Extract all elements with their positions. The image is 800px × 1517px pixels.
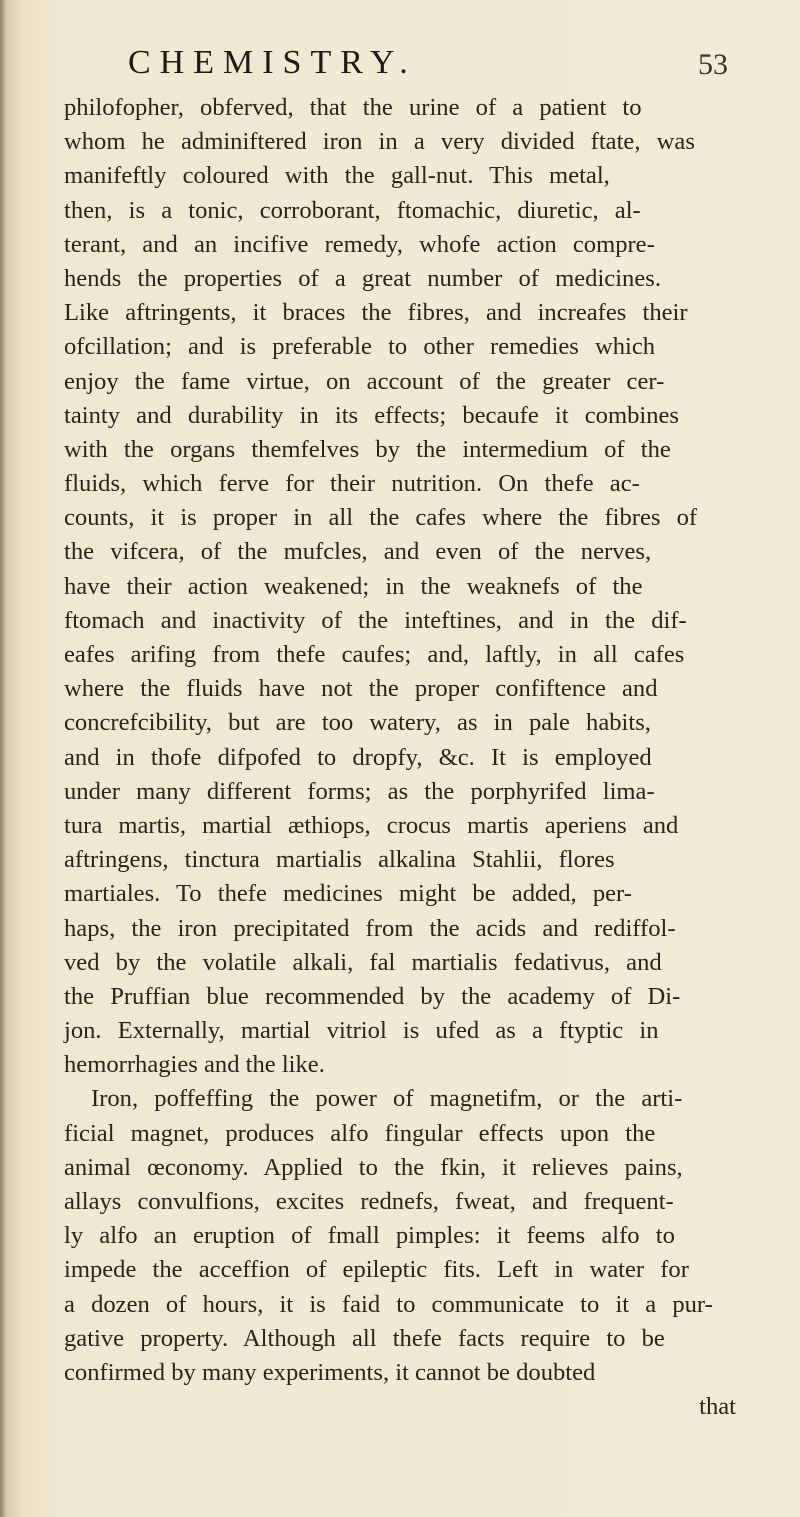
text-line: philofopher, obferved, that the urine of a patient to [64, 94, 642, 121]
paragraph-1 [64, 91, 736, 1082]
page-number: 53 [698, 48, 728, 81]
paragraph-2 [64, 1082, 736, 1390]
text-line: manifeftly coloured with the gall-nut. This metal, [64, 162, 610, 190]
text-line: hends the properties of a great number of medicines. [64, 264, 661, 292]
text-line: ved by the volatile alkali, fal martialis fedativus, and [64, 948, 662, 976]
text-line: the vifcera, of the mufcles, and even of the nerves, [64, 538, 652, 566]
text-line: martiales. To thefe medicines might be added, per- [64, 880, 632, 908]
running-title: CHEMISTRY. [128, 44, 417, 81]
text-line: gative property. Although all thefe facts require to be [64, 1324, 665, 1352]
text-line: ly alfo an eruption of fmall pimples: it feems alfo to [64, 1222, 675, 1250]
text-line: whom he adminiftered iron in a very divided ftate, was [64, 128, 695, 156]
text-line: enjoy the fame virtue, on account of the greater cer- [64, 367, 665, 395]
text-line: Iron, poffeffing the power of magnetifm, or the arti- [91, 1085, 683, 1113]
text-line: with the organs themfelves by the intermedium of the [64, 435, 671, 463]
text-line: under many different forms; as the porphyrifed lima- [64, 777, 655, 805]
text-line: fluids, which ferve for their nutrition. On thefe ac- [64, 470, 640, 498]
text-line: Like aftringents, it braces the fibres, and increafes their [64, 299, 688, 327]
text-line: concrefcibility, but are too watery, as in pale habits, [64, 709, 651, 737]
text-line: terant, and an incifive remedy, whofe action compre- [64, 230, 655, 258]
text-line: and in thofe difpofed to dropfy, &c. It is employed [64, 743, 652, 771]
text-line: aftringens, tinctura martialis alkalina Stahlii, flores [64, 846, 615, 874]
page-header [128, 44, 728, 84]
text-line: animal œconomy. Applied to the fkin, it relieves pains, [64, 1153, 683, 1181]
text-line: ficial magnet, produces alfo fingular effects upon the [64, 1119, 656, 1147]
text-line: ftomach and inactivity of the inteftines, and in the dif- [64, 606, 687, 634]
text-line: allays convulfions, excites rednefs, fweat, and frequent- [64, 1188, 674, 1215]
text-line: where the fluids have not the proper confiftence and [64, 675, 658, 703]
text-line: tura martis, martial æthiops, crocus martis aperiens and [64, 811, 679, 839]
text-line: jon. Externally, martial vitriol is ufed as a ftyptic in [64, 1017, 659, 1045]
text-line: confirmed by many experiments, it cannot be doubted [64, 1358, 596, 1386]
text-line: impede the acceffion of epileptic fits. Left in water for [64, 1256, 689, 1284]
text-line: hemorrhagies and the like. [64, 1051, 325, 1079]
text-line: then, is a tonic, corroborant, ftomachic, diuretic, al- [64, 196, 641, 224]
text-line: the Pruffian blue recommended by the academy of Di- [64, 982, 681, 1010]
text-line: haps, the iron precipitated from the acids and rediffol- [64, 914, 676, 942]
text-line: eafes arifing from thefe caufes; and, laftly, in all cafes [64, 641, 685, 668]
text-line: have their action weakened; in the weaknefs of the [64, 572, 643, 600]
text-line: a dozen of hours, it is faid to communicate to it a pur- [64, 1290, 713, 1318]
body-text [64, 91, 736, 1424]
text-line: tainty and durability in its effects; becaufe it combines [64, 401, 679, 429]
spine-shadow [0, 0, 6, 1517]
text-line: ofcillation; and is preferable to other remedies which [64, 333, 656, 361]
text-line: counts, it is proper in all the cafes where the fibres of [64, 504, 698, 532]
catchword: that [699, 1393, 736, 1421]
